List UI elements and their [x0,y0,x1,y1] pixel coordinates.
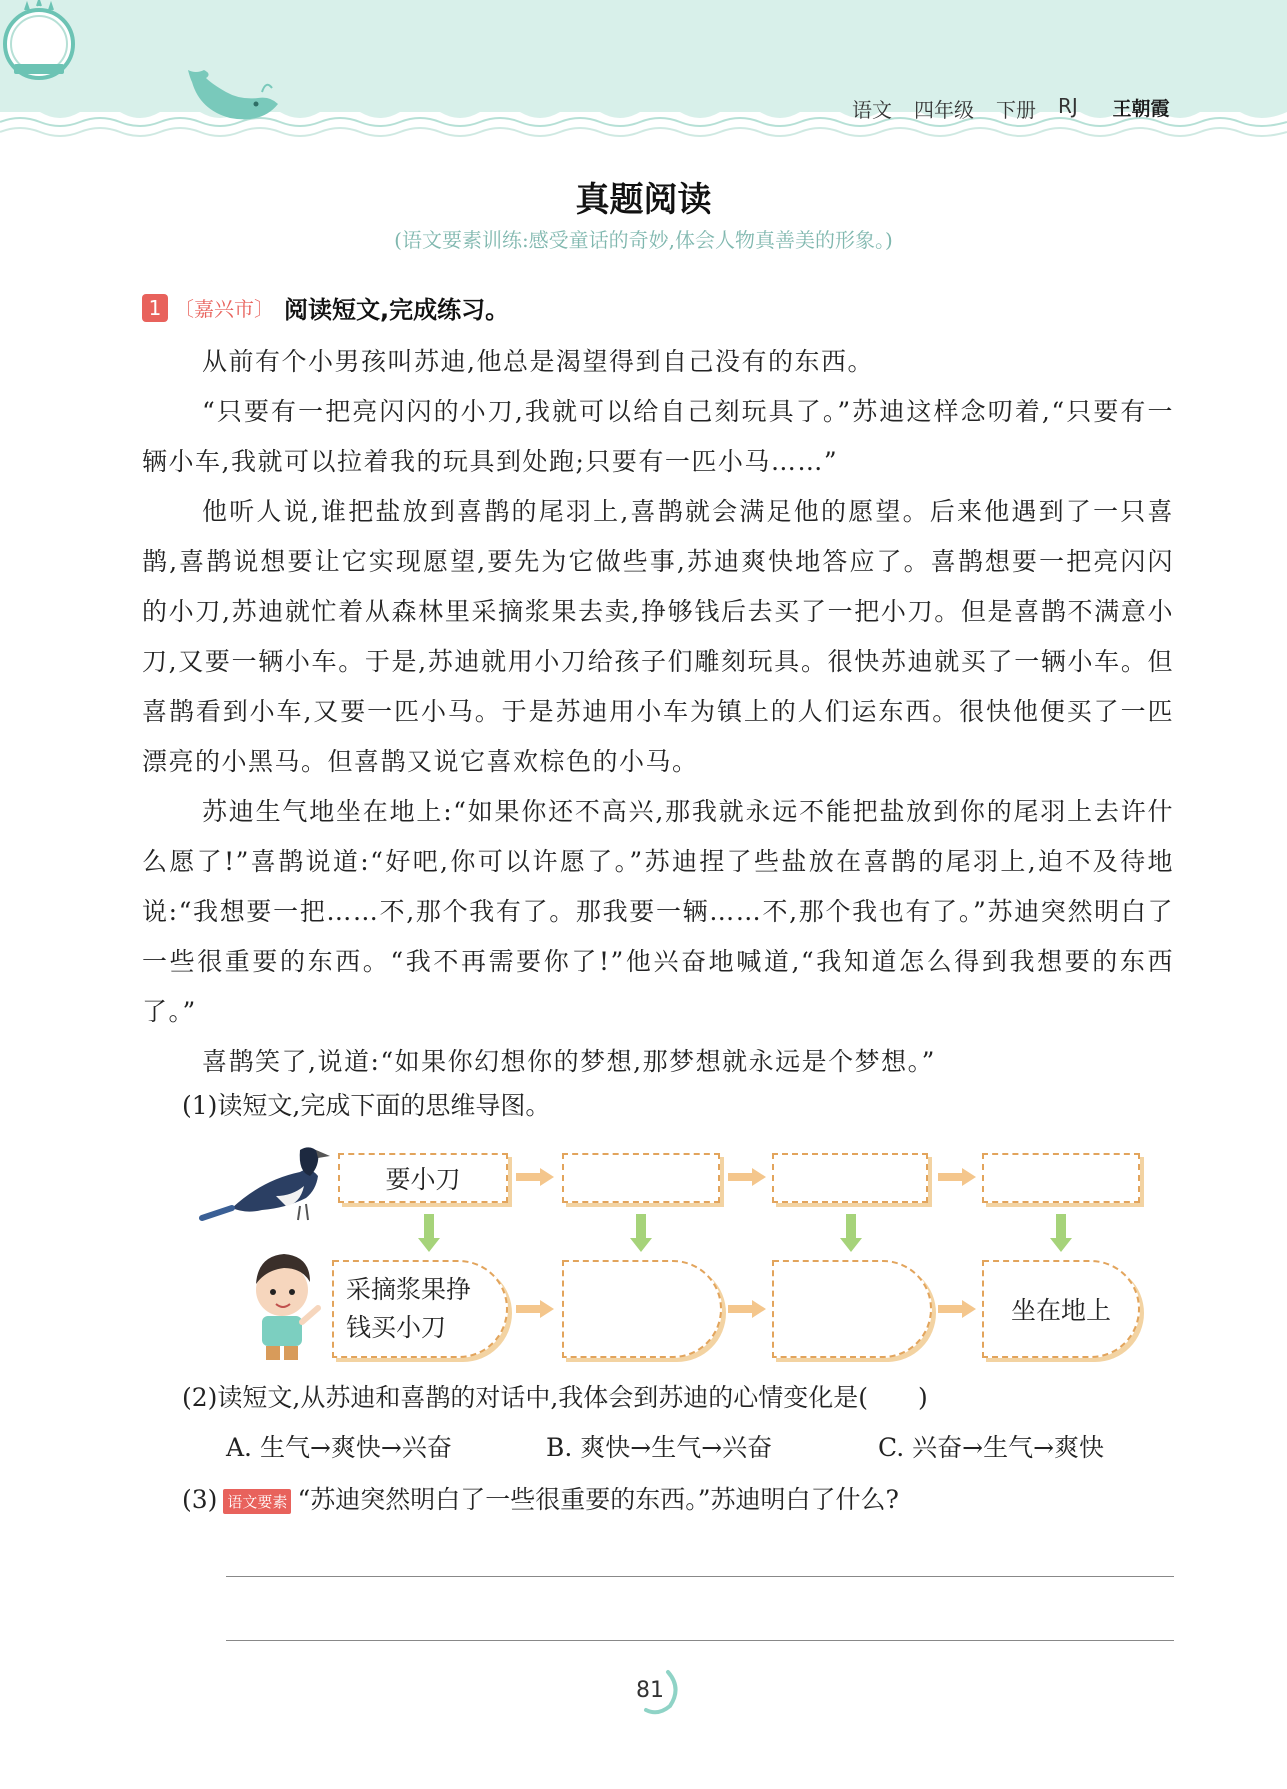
arrow-right-icon [728,1168,766,1186]
logo-text: 王朝霞 [1112,98,1170,120]
passage-paragraph: 苏迪生气地坐在地上:“如果你还不高兴,那我就永远不能把盐放到你的尾羽上去许什么愿了!”喜鹊说道:“好吧,你可以许愿了。”苏迪捏了些盐放在喜鹊的尾羽上,迫不及待地说:“我想要一把……不,那个我有了。那我要一辆……不,那个我也有了。”苏迪突然明白了一些很重要的东西。“我不再需要你了!”他兴奋地喊道,“我知道怎么得到我想要的东西了。” [142,797,1174,1026]
magpie-icon [202,1147,330,1220]
subject-label: 语文 [852,98,892,122]
mind-map-bottom-box-4: 坐在地上 [982,1260,1140,1358]
boy-icon [256,1254,318,1360]
sub-question-3-number: (3) [182,1485,218,1514]
answer-line-1[interactable] [226,1576,1174,1577]
reading-passage [142,337,1174,1087]
passage-paragraph: 喜鹊笑了,说道:“如果你幻想你的梦想,那梦想就永远是个梦想。” [202,1047,936,1076]
mind-map-bottom-box-1: 采摘浆果挣 钱买小刀 [332,1260,508,1358]
page-subtitle: (语文要素训练:感受童话的奇妙,体会人物真善美的形象。) [394,228,893,252]
question-source: 〔嘉兴市〕 [174,297,274,321]
question-number: 1 [142,294,168,322]
sub-question-1: (1)读短文,完成下面的思维导图。 [182,1091,551,1120]
arrow-down-icon [840,1214,862,1252]
brand-logo-icon [0,0,78,86]
arrow-right-icon [516,1300,554,1318]
answer-options [226,1428,1104,1464]
arrow-right-icon [938,1300,976,1318]
question-instruction: 阅读短文,完成练习。 [284,296,510,324]
page-title: 真题阅读 [575,180,712,220]
option-b[interactable]: B. 爽快→生气→兴奋 [546,1433,773,1462]
edition-label: RJ [1058,94,1078,118]
option-c[interactable]: C. 兴奋→生气→爽快 [878,1433,1105,1462]
language-element-tag: 语文要素 [223,1489,291,1514]
arrow-right-icon [938,1168,976,1186]
passage-paragraph: 从前有个小男孩叫苏迪,他总是渴望得到自己没有的东西。 [202,347,874,376]
mind-map-bottom-box-2[interactable] [562,1260,722,1358]
page-header [0,0,1287,160]
sub-question-3-text: “苏迪突然明白了一些很重要的东西。”苏迪明白了什么? [297,1485,899,1514]
book-info [852,94,1078,123]
header-wave-band [0,0,1287,160]
arrow-right-icon [728,1300,766,1318]
sub-question-3 [182,1480,899,1516]
passage-paragraph: 他听人说,谁把盐放到喜鹊的尾羽上,喜鹊就会满足他的愿望。后来他遇到了一只喜鹊,喜鹊说想要让它实现愿望,要先为它做些事,苏迪爽快地答应了。喜鹊想要一把亮闪闪的小刀,苏迪就忙着从森林里采摘浆果去卖,挣够钱后去买了一把小刀。但是喜鹊不满意小刀,又要一辆小车。于是,苏迪就用小刀给孩子们雕刻玩具。很快苏迪就买了一辆小车。但喜鹊看到小车,又要一匹小马。于是苏迪用小车为镇上的人们运东西。很快他便买了一匹漂亮的小黑马。但喜鹊又说它喜欢棕色的小马。 [142,497,1174,776]
sub-question-2: (2)读短文,从苏迪和喜鹊的对话中,我体会到苏迪的心情变化是( ) [182,1383,928,1412]
mind-map-top-box-4[interactable] [982,1153,1140,1203]
grade-label: 四年级 [914,98,974,122]
option-a[interactable]: A. 生气→爽快→兴奋 [226,1433,452,1462]
mind-map-bottom-box-3[interactable] [772,1260,932,1358]
mind-map-top-box-1: 要小刀 [338,1153,508,1203]
arrow-down-icon [1050,1214,1072,1252]
arrow-down-icon [630,1214,652,1252]
arrow-down-icon [418,1214,440,1252]
passage-paragraph: “只要有一把亮闪闪的小刀,我就可以给自己刻玩具了。”苏迪这样念叨着,“只要有一辆小车,我就可以拉着我的玩具到处跑;只要有一匹小马……” [142,397,1174,476]
answer-line-2[interactable] [226,1640,1174,1641]
volume-label: 下册 [996,98,1036,122]
arrow-right-icon [516,1168,554,1186]
mind-map-top-box-2[interactable] [562,1153,720,1203]
mind-map-top-box-3[interactable] [772,1153,928,1203]
question-header [142,290,509,325]
page-number: 81 [636,1678,664,1703]
